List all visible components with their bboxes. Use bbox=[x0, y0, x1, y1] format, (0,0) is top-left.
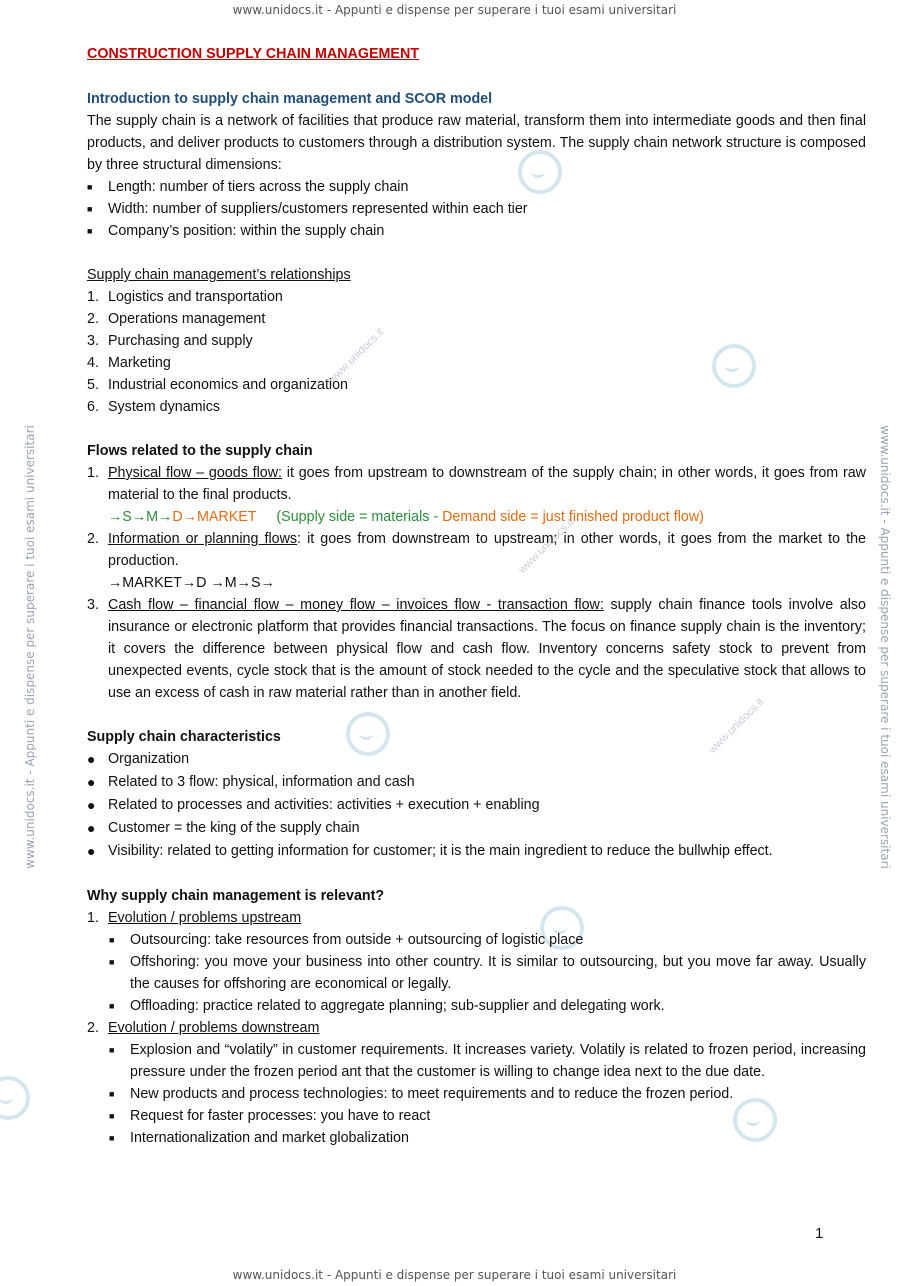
list-item: 2. Operations management bbox=[87, 311, 266, 327]
list-item: ● Related to processes and activities: activities + execution + enabling bbox=[87, 797, 540, 813]
relevance-list bbox=[87, 907, 866, 929]
downstream-list bbox=[109, 1039, 866, 1149]
list-item: ● Visibility: related to getting information for customer; it is the main ingredient to reduce the bullwhip effect. bbox=[87, 843, 773, 859]
flows-list bbox=[87, 462, 866, 704]
relevance-heading: Why supply chain management is relevant? bbox=[87, 888, 385, 904]
relationships-heading: Supply chain management’s relationships bbox=[87, 267, 351, 283]
watermark-text: www.unidocs.it bbox=[706, 696, 767, 756]
list-item: ■ Company’s position: within the supply chain bbox=[87, 223, 385, 239]
list-item: ■ Length: number of tiers across the supply chain bbox=[87, 179, 409, 195]
list-item: 1. Logistics and transportation bbox=[87, 289, 283, 305]
watermark-text: www.unidocs.it bbox=[326, 326, 387, 386]
list-item: ■ Request for faster processes: you have to react bbox=[109, 1108, 431, 1124]
list-item: 5. Industrial economics and organization bbox=[87, 377, 349, 393]
list-item: 4. Marketing bbox=[87, 355, 171, 371]
relevance-list-2 bbox=[87, 1017, 866, 1039]
unidocs-logo-icon bbox=[0, 1076, 30, 1120]
list-item: ■ New products and process technologies: to meet requirements and to reduce the frozen period. bbox=[109, 1086, 734, 1102]
list-item: ■ Offloading: practice related to aggregate planning; sub-supplier and delegating work. bbox=[109, 998, 665, 1014]
list-item: ■ Width: number of suppliers/customers represented within each tier bbox=[87, 201, 528, 217]
list-item: 1. Physical flow – goods flow: it goes from upstream to downstream of the supply chain; in other words, it goes from raw material to the final products. →S→M→D→MARKET (Supply side = materials - Demand side = just finished product flow) bbox=[87, 465, 866, 525]
relationships-list bbox=[87, 286, 866, 418]
list-item: 2. Evolution / problems downstream bbox=[87, 1020, 320, 1036]
intro-heading: Introduction to supply chain management and SCOR model bbox=[87, 91, 493, 107]
list-item: ● Organization bbox=[87, 751, 190, 767]
list-item: 3. Cash flow – financial flow – money flow – invoices flow - transaction flow: supply chain finance tools involve also insurance or electronic platform that provides financial transactions. The focus on finance supply chain is the inventory; it covers the difference between physical flow and cash flow. Inventory concerns safety stock to prevent from unexpected events, cycle stock that is the amount of stock needed to the cycle and the speculative stock that allows to use an excess of cash in raw material rather than in another field. bbox=[87, 597, 866, 701]
list-item: 1. Evolution / problems upstream bbox=[87, 910, 302, 926]
list-item: 3. Purchasing and supply bbox=[87, 333, 253, 349]
watermark-left: www.unidocs.it - Appunti e dispense per superare i tuoi esami universitari bbox=[23, 425, 37, 869]
characteristics-heading: Supply chain characteristics bbox=[87, 729, 281, 745]
flows-heading: Flows related to the supply chain bbox=[87, 443, 313, 459]
watermark-footer: www.unidocs.it - Appunti e dispense per superare i tuoi esami universitari bbox=[232, 1268, 677, 1282]
document-body bbox=[87, 44, 866, 1149]
upstream-list bbox=[109, 929, 866, 1017]
page-number: 1 bbox=[815, 1225, 824, 1242]
list-item: ■ Explosion and “volatily” in customer requirements. It increases variety. Volatily is related to frozen period, increasing pressure under the frozen period ant that the customer is willing to change idea next to the due date. bbox=[109, 1042, 866, 1080]
document-title: CONSTRUCTION SUPPLY CHAIN MANAGEMENT bbox=[87, 46, 420, 62]
list-item: ■ Outsourcing: take resources from outside + outsourcing of logistic place bbox=[109, 932, 584, 948]
dimensions-list bbox=[87, 176, 866, 242]
list-item: ● Related to 3 flow: physical, information and cash bbox=[87, 774, 415, 790]
list-item: ● Customer = the king of the supply chain bbox=[87, 820, 360, 836]
list-item: ■ Offshoring: you move your business into other country. It is similar to outsourcing, but you move far away. Usually the causes for offshoring are economical or legally. bbox=[109, 954, 866, 992]
watermark-text: www.unidocs.it bbox=[516, 516, 577, 576]
list-item: 2. Information or planning flows: it goes from downstream to upstream; in other words, it goes from the market to the production. →MARKET→D →M→S→ bbox=[87, 531, 866, 591]
watermark-header: www.unidocs.it - Appunti e dispense per superare i tuoi esami universitari bbox=[232, 3, 677, 17]
characteristics-list bbox=[87, 748, 866, 863]
intro-paragraph: The supply chain is a network of facilities that produce raw material, transform them into intermediate goods and then final products, and deliver products to customers through a distribution system. The supply chain network structure is composed by three structural dimensions: bbox=[87, 113, 866, 173]
list-item: 6. System dynamics bbox=[87, 399, 221, 415]
watermark-right: www.unidocs.it - Appunti e dispense per superare i tuoi esami universitari bbox=[878, 425, 892, 869]
list-item: ■ Internationalization and market globalization bbox=[109, 1130, 409, 1146]
